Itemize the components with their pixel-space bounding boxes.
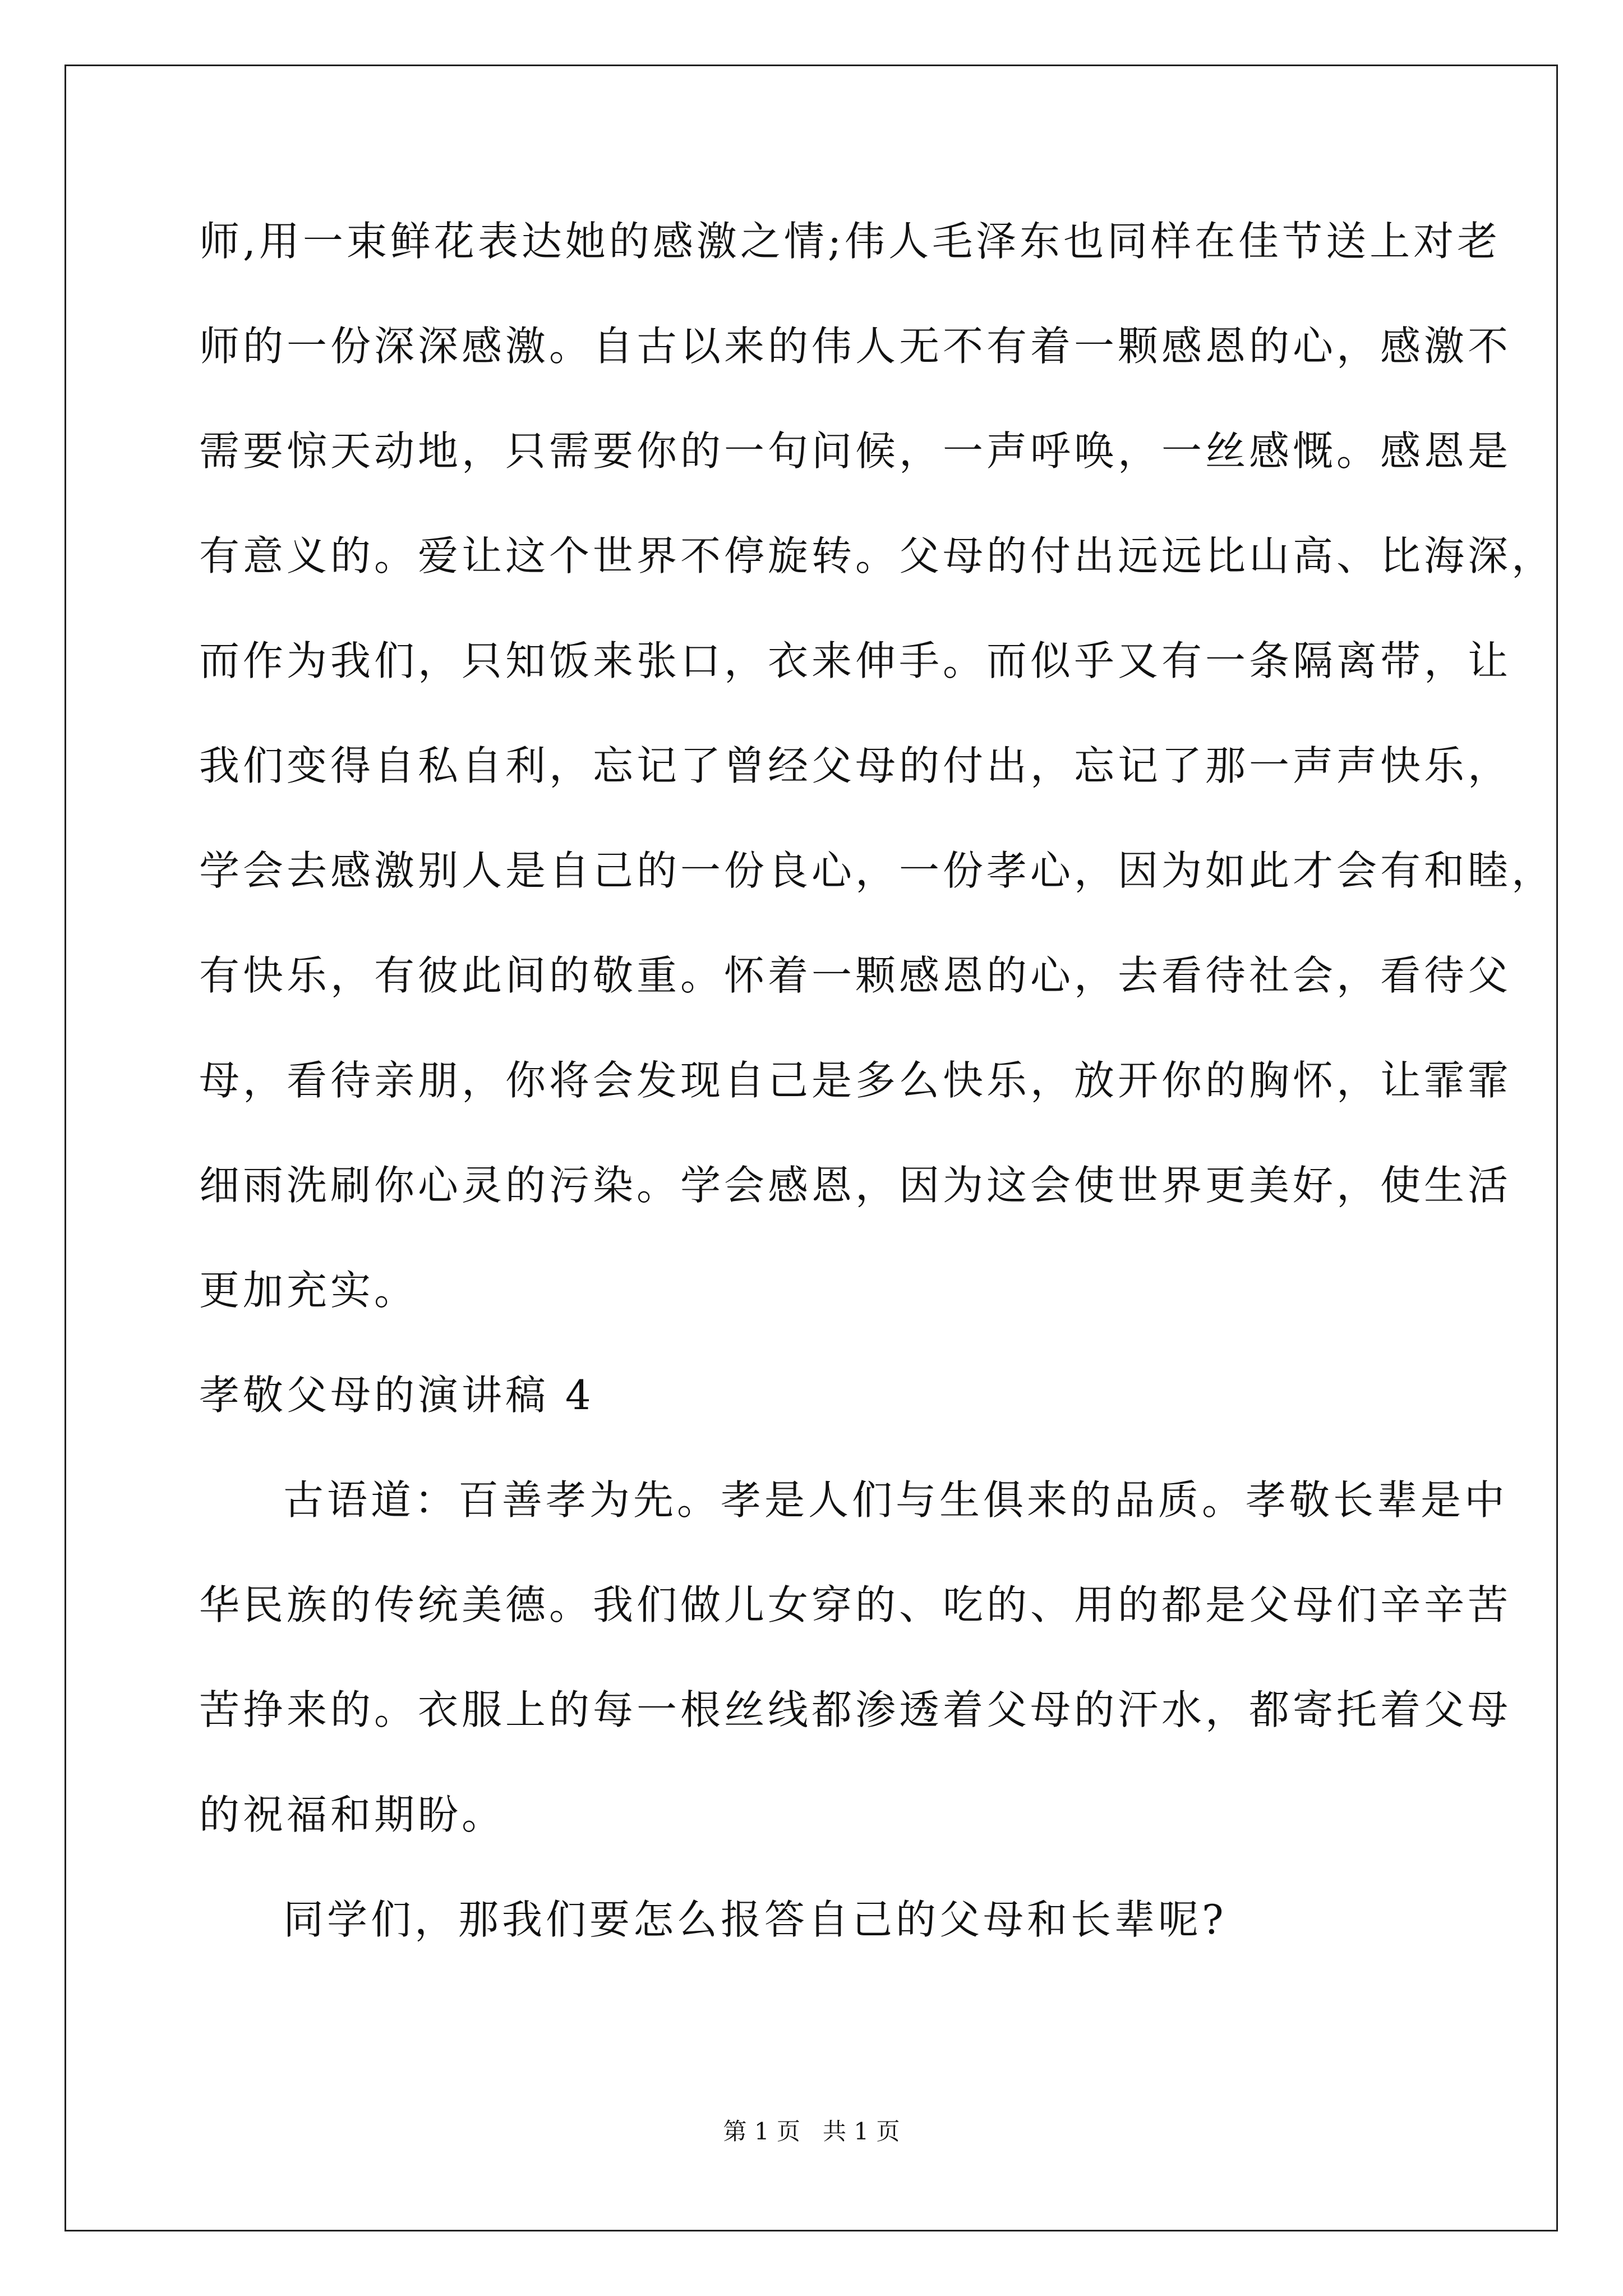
text-line: 的祝福和期盼。	[199, 1791, 506, 1838]
text-line: 华民族的传统美德。我们做儿女穿的、吃的、用的都是父母们辛辛苦	[199, 1581, 1512, 1628]
text-line: 苦挣来的。衣服上的每一根丝线都渗透着父母的汗水，都寄托着父母	[199, 1686, 1512, 1733]
text-line: 有快乐，有彼此间的敬重。怀着一颗感恩的心，去看待社会，看待父	[199, 952, 1512, 999]
text-line: 细雨洗刷你心灵的污染。学会感恩，因为这会使世界更美好，使生活	[199, 1162, 1512, 1209]
text-line: 同学们，那我们要怎么报答自己的父母和长辈呢?	[283, 1896, 1227, 1943]
section-title: 孝敬父母的演讲稿 4	[199, 1372, 594, 1419]
text-line: 而作为我们，只知饭来张口，衣来伸手。而似乎又有一条隔离带，让	[199, 637, 1512, 684]
text-line: 母，看待亲朋，你将会发现自己是多么快乐，放开你的胸怀，让霏霏	[199, 1057, 1512, 1104]
text-line: 我们变得自私自利，忘记了曾经父母的付出，忘记了那一声声快乐，	[199, 742, 1512, 789]
text-line: 更加充实。	[199, 1267, 418, 1314]
text-line: 古语道：百善孝为先。孝是人们与生俱来的品质。孝敬长辈是中	[283, 1476, 1509, 1524]
text-line: 有意义的。爱让这个世界不停旋转。父母的付出远远比山高、比海深，	[199, 532, 1556, 579]
page-footer: 第 1 页 共 1 页	[723, 2118, 900, 2145]
text-line: 学会去感激别人是自己的一份良心，一份孝心，因为如此才会有和睦，	[199, 847, 1556, 894]
text-line: 师的一份深深感激。自古以来的伟人无不有着一颗感恩的心，感激不	[199, 323, 1512, 370]
text-line: 师,用一束鲜花表达她的感激之情;伟人毛泽东也同样在佳节送上对老	[199, 218, 1501, 265]
text-line: 需要惊天动地，只需要你的一句问候，一声呼唤，一丝感慨。感恩是	[199, 427, 1512, 475]
